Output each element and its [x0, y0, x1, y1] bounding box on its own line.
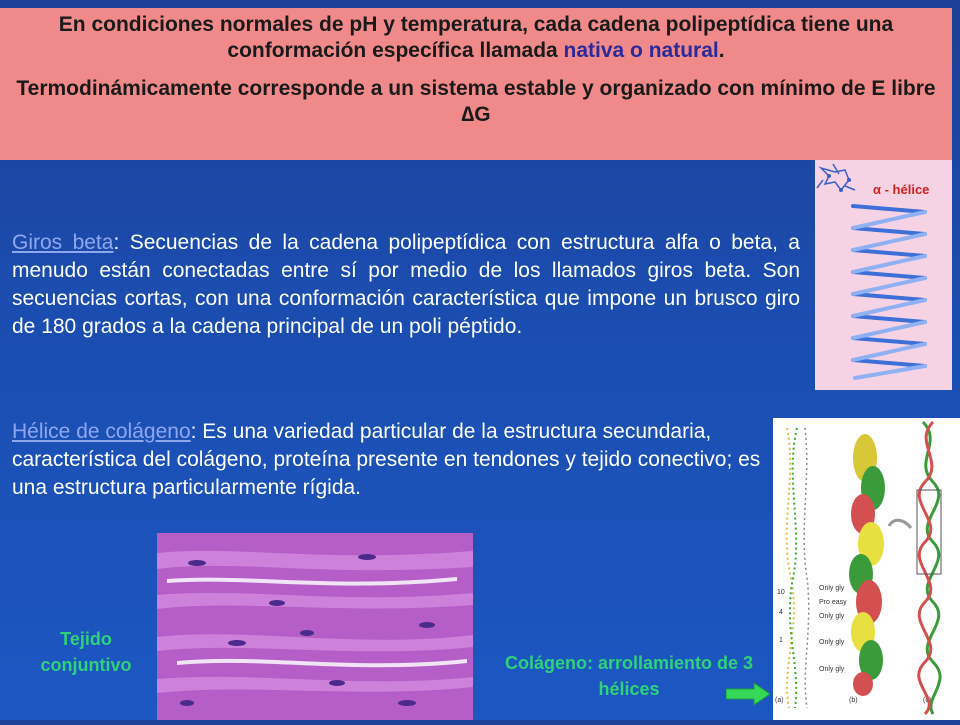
- colageno-caption: Colágeno: arrollamiento de 3 hélices: [504, 653, 754, 699]
- axis-number-10: 10: [777, 589, 785, 596]
- panel-label-a: (a): [775, 697, 784, 704]
- right-arrow-icon: [726, 683, 770, 705]
- panel-label-c: (c): [923, 697, 932, 704]
- annotation-only-gly-1: Only gly: [819, 585, 845, 592]
- header-line-1: En condiciones normales de pH y temperatura, cada cadena polipeptídica tiene una conformación específica llamada nativa o natural.: [58, 13, 894, 62]
- axis-number-4: 4: [779, 609, 783, 616]
- collagen-figure: [773, 418, 960, 720]
- tissue-micrograph: [157, 533, 473, 720]
- tejido-conjuntivo-caption: Tejido conjuntivo: [40, 629, 132, 675]
- annotation-only-gly-4: Only gly: [819, 666, 845, 673]
- annotation-only-gly-3: Only gly: [819, 639, 845, 646]
- giros-beta-link[interactable]: Giros beta: [12, 231, 114, 254]
- connective-tissue-image: [157, 533, 473, 720]
- axis-number-1: 1: [779, 637, 783, 644]
- annotation-only-gly-2: Only gly: [819, 613, 845, 620]
- nativa-highlight: nativa o natural: [563, 39, 719, 62]
- header-line-2: Termodinámicamente corresponde a un sistema estable y organizado con mínimo de E libre ∆G: [16, 77, 936, 126]
- helice-colageno-paragraph: Hélice de colágeno: Es una variedad particular de la estructura secundaria, característica del colágeno, proteína presente en tendones y tejido conectivo; es una estructura particularmente rígida.: [12, 420, 761, 499]
- alpha-helix-image: [815, 160, 952, 390]
- panel-label-b: (b): [849, 697, 858, 704]
- collagen-triple-helix-image: [773, 418, 960, 720]
- header-box: [0, 8, 952, 160]
- giros-beta-paragraph: Giros beta: Secuencias de la cadena polipeptídica con estructura alfa o beta, a menudo están conectadas entre sí por medio de los llamados giros beta. Son secuencias cortas, con una conformación característica que impone un brusco giro de 180 grados a la cadena principal de un poli péptido.: [12, 231, 800, 338]
- alpha-helix-label: α - hélice: [873, 182, 930, 197]
- helice-colageno-link[interactable]: Hélice de colágeno: [12, 420, 191, 443]
- annotation-pro-easy: Pro easy: [819, 599, 847, 606]
